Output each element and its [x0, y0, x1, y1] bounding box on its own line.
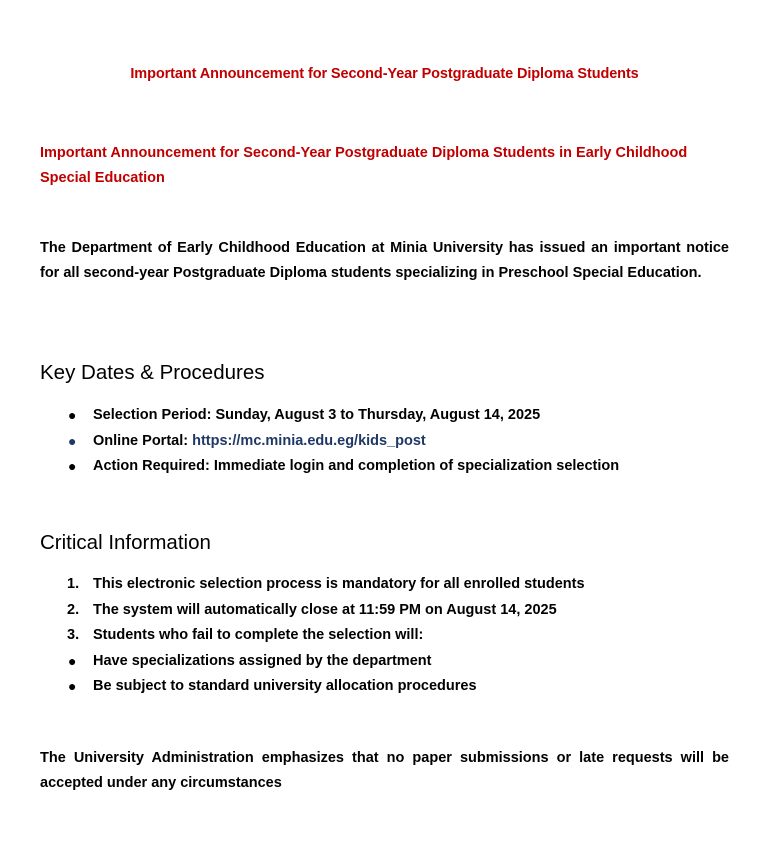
item-text: Students who fail to complete the selection will: — [93, 627, 424, 643]
item-text: Be subject to standard university allocation procedures — [93, 678, 477, 694]
item-text: Have specializations assigned by the department — [93, 652, 432, 669]
closing-paragraph: The University Administration emphasizes that no paper submissions or late requests will be accepted under any circumstances — [40, 750, 729, 791]
item-number: 1. — [67, 576, 80, 592]
item-label: Selection Period: — [93, 407, 212, 423]
bullet-icon: ● — [68, 432, 77, 449]
list-item — [40, 674, 740, 700]
portal-link[interactable]: https://mc.minia.edu.eg/kids_post — [192, 432, 426, 449]
item-text: The system will automatically close at 11:59 PM on August 14, 2025 — [93, 601, 557, 618]
item-text: This electronic selection process is mandatory for all enrolled students — [93, 576, 585, 592]
bullet-icon: ● — [68, 407, 77, 423]
page-title: Important Announcement for Second-Year Postgraduate Diploma Students — [130, 66, 639, 82]
critical-info-heading: Critical Information — [40, 531, 211, 554]
list-item-selection-period — [40, 403, 740, 429]
item-value: Immediate login and completion of specialization selection — [213, 458, 620, 474]
item-value: Sunday, August 3 to Thursday, August 14, 2025 — [215, 407, 541, 423]
intro-paragraph: The Department of Early Childhood Education at Minia University has issued an important notice for all second-year Postgraduate Diploma students specializing in Preschool Special Education. — [40, 240, 729, 281]
list-item — [40, 649, 740, 675]
list-item-action-required — [40, 454, 740, 480]
bullet-icon: ● — [68, 458, 77, 474]
announcement-subtitle: Important Announcement for Second-Year Postgraduate Diploma Students in Early Childhood Special Education — [40, 145, 688, 186]
item-number: 2. — [67, 601, 80, 618]
critical-info-list — [40, 572, 740, 700]
bullet-icon: ● — [68, 678, 77, 694]
numbered-item — [40, 623, 740, 649]
list-item-online-portal — [40, 429, 740, 455]
key-dates-list — [40, 403, 740, 480]
numbered-item — [40, 598, 740, 624]
item-label: Action Required: — [93, 458, 210, 474]
bullet-icon: ● — [68, 652, 77, 669]
item-label: Online Portal: — [93, 432, 189, 449]
item-number: 3. — [67, 627, 80, 643]
key-dates-heading: Key Dates & Procedures — [40, 361, 265, 384]
numbered-item — [40, 572, 740, 598]
